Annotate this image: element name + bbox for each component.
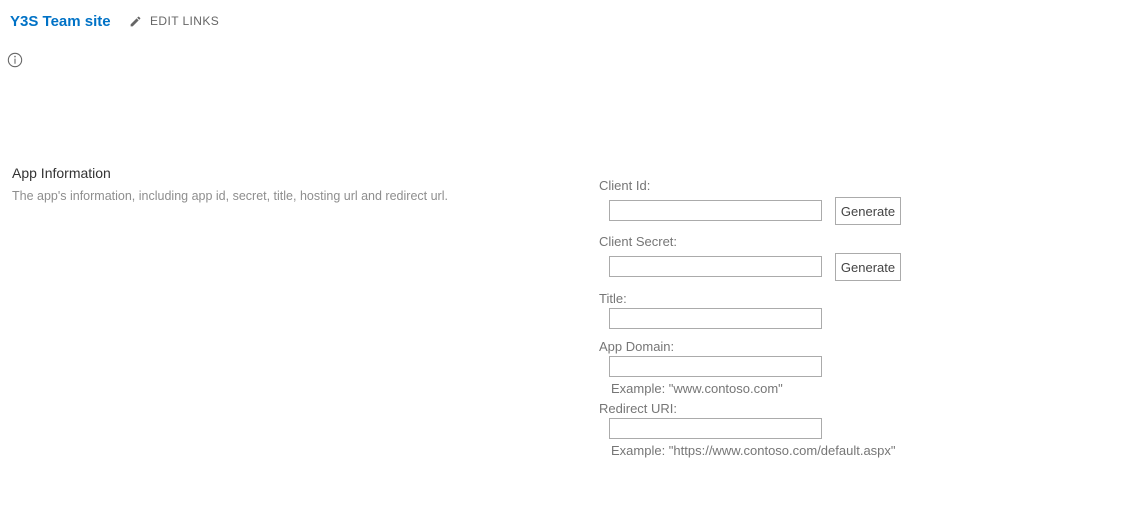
edit-links-label: EDIT LINKS	[150, 14, 220, 28]
redirect-uri-input[interactable]	[609, 418, 822, 439]
section-title: App Information	[12, 165, 111, 181]
client-secret-input[interactable]	[609, 256, 822, 277]
app-domain-input[interactable]	[609, 356, 822, 377]
pencil-icon	[129, 15, 142, 28]
app-domain-example: Example: "www.contoso.com"	[611, 381, 783, 396]
section-description: The app's information, including app id, secret, title, hosting url and redirect url.	[12, 189, 448, 203]
title-input[interactable]	[609, 308, 822, 329]
client-id-generate-button[interactable]: Generate	[835, 197, 901, 225]
client-secret-label: Client Secret:	[599, 234, 678, 249]
redirect-uri-label: Redirect URI:	[599, 401, 678, 416]
edit-links-button[interactable]	[129, 14, 219, 28]
redirect-uri-example: Example: "https://www.contoso.com/default.aspx"	[611, 443, 896, 458]
app-domain-label: App Domain:	[599, 339, 675, 354]
title-label: Title:	[599, 291, 627, 306]
info-icon[interactable]	[7, 52, 23, 68]
site-title-link[interactable]: Y3S Team site	[10, 13, 111, 30]
client-secret-generate-button[interactable]: Generate	[835, 253, 901, 281]
client-id-label: Client Id:	[599, 178, 651, 193]
client-id-input[interactable]	[609, 200, 822, 221]
